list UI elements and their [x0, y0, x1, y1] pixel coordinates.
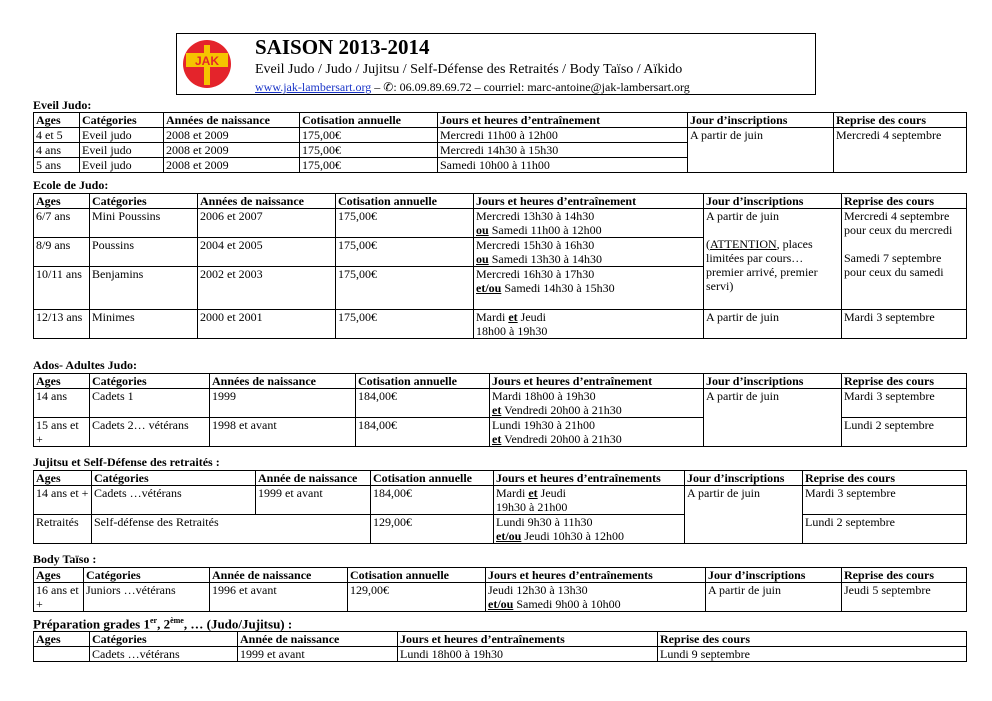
cell-text: Préparation grades 1 [33, 616, 150, 632]
table-ecole [33, 193, 967, 339]
cell-text: Jeudi 10h30 à 12h00 [521, 529, 624, 543]
table-row [34, 647, 967, 662]
cell-text: Eveil judo [80, 158, 164, 173]
table-header-row [34, 194, 967, 209]
cell-text: Cadets …vétérans [90, 647, 238, 662]
cell-text: 2008 et 2009 [164, 158, 300, 173]
cell-text: A partir de juin [685, 486, 803, 544]
cell-text: 129,00€ [348, 583, 486, 612]
table-jujitsu [33, 470, 967, 544]
cell-text: Retraités [34, 515, 92, 544]
table-grades [33, 631, 967, 662]
cell-text: Benjamins [90, 267, 198, 310]
cell-text: Lundi 19h30 à 21h00 [492, 418, 595, 432]
cell-text: Jour d’inscriptions [685, 471, 803, 486]
cell-text: Mercredi 14h30 à 15h30 [438, 143, 688, 158]
cell-text: 15 ans et + [34, 418, 90, 447]
table-row [34, 128, 967, 143]
cell-text: 175,00€ [336, 310, 474, 339]
jak-logo [182, 39, 232, 89]
contact-line [255, 80, 690, 95]
table-ados [33, 373, 967, 447]
cell-text: Reprise des cours [803, 471, 967, 486]
cell-text: Ages [34, 113, 80, 128]
cell-text: Jeudi [537, 486, 566, 500]
cell-text: Catégories [92, 471, 256, 486]
table-row [34, 389, 967, 418]
section-jujitsu-title: Jujitsu et Self-Défense des retraités : [33, 455, 220, 469]
cell-text: Lundi 18h00 à 19h30 [398, 647, 658, 662]
cell-text: et/ou [496, 529, 522, 543]
cell-text: ou [476, 223, 489, 237]
cell-text: Vendredi 20h00 à 21h30 [501, 432, 622, 446]
cell-text: 12/13 ans [34, 310, 90, 339]
cell-text: Année de naissance [256, 471, 371, 486]
section-ecole-title: Ecole de Judo: [33, 178, 109, 192]
cell-text: et/ou [476, 281, 502, 295]
cell-text: Mercredi 16h30 à 17h30 [476, 267, 595, 281]
cell-text: 2000 et 2001 [198, 310, 336, 339]
cell-text: et [492, 432, 502, 446]
cell-text: Ages [34, 374, 90, 389]
cell-text: Lundi 2 septembre [842, 418, 967, 447]
cell-text: Jours et heures d’entraînement [490, 374, 704, 389]
cell-text: 4 et 5 [34, 128, 80, 143]
cell-text: , places limitées par cours…premier arrivé, premier servi) [706, 237, 818, 293]
cell-text: Catégories [84, 568, 210, 583]
cell-text: Jour d’inscriptions [706, 568, 842, 583]
cell-text: Jeudi 12h30 à 13h30 [488, 583, 588, 597]
cell-text: Catégories [90, 374, 210, 389]
cell-text: Mercredi 4 septembre [834, 128, 967, 173]
cell-text: Samedi 11h00 à 12h00 [488, 223, 602, 237]
section-taiso-title: Body Taïso : [33, 552, 97, 566]
cell-text: Mardi 3 septembre [803, 486, 967, 515]
cell-text: Jour d’inscriptions [688, 113, 834, 128]
table-header-row [34, 113, 967, 128]
table-row [34, 209, 967, 238]
cell-text: 2006 et 2007 [198, 209, 336, 238]
cell-text: Années de naissance [164, 113, 300, 128]
cell-text: Jour d’inscriptions [704, 374, 842, 389]
section-ados-title: Ados- Adultes Judo: [33, 358, 138, 372]
cell-text: Jeudi [517, 310, 546, 324]
cell-text: Jeudi 5 septembre [842, 583, 967, 612]
cell-text: Vendredi 20h00 à 21h30 [501, 403, 622, 417]
cell-text: Jours et heures d’entraînements [486, 568, 706, 583]
cell-text: 18h00 à 19h30 [476, 324, 548, 338]
cell-text: 10/11 ans [34, 267, 90, 310]
cell-text: Cotisation annuelle [371, 471, 494, 486]
cell-text: Mardi 3 septembre [842, 389, 967, 418]
cell-text: Lundi 2 septembre [803, 515, 967, 544]
cell-text: 1999 [210, 389, 356, 418]
cell-text: A partir de juin [704, 389, 842, 447]
cell-text: Mercredi 13h30 à 14h30 [476, 209, 595, 223]
cell-text: 5 ans [34, 158, 80, 173]
cell-text: ATTENTION [710, 237, 777, 251]
cell-text: Reprise des cours [842, 194, 967, 209]
cell-text: er [149, 616, 158, 625]
cell-text: 16 ans et + [34, 583, 84, 612]
cell-text: Ages [34, 194, 90, 209]
cell-text: 184,00€ [356, 418, 490, 447]
table-header-row [34, 632, 967, 647]
contact-details: – ✆: 06.09.89.69.72 – courriel: marc-antoine@jak-lambersart.org [371, 80, 690, 94]
cell-text: 2008 et 2009 [164, 128, 300, 143]
cell-text: Samedi 13h30 à 14h30 [488, 252, 603, 266]
cell-text: 175,00€ [300, 158, 438, 173]
cell-text: 2008 et 2009 [164, 143, 300, 158]
cell-text: Ages [34, 632, 90, 647]
cell-text: Samedi 10h00 à 11h00 [438, 158, 688, 173]
cell-text: Année de naissance [210, 568, 348, 583]
cell-text: et [492, 403, 502, 417]
cell-text: 2004 et 2005 [198, 238, 336, 267]
cell-text: Catégories [90, 194, 198, 209]
cell-text: Reprise des cours [834, 113, 967, 128]
cell-text: 184,00€ [371, 486, 494, 515]
section-eveil-title: Eveil Judo: [33, 98, 92, 112]
cell-text: Reprise des cours [842, 374, 967, 389]
cell-text: 175,00€ [300, 143, 438, 158]
cell-text: 14 ans et + [34, 486, 92, 515]
cell-text: A partir de juin [704, 310, 842, 339]
cell-text: Cadets …vétérans [92, 486, 256, 515]
cell-text: Ages [34, 471, 92, 486]
table-row [34, 486, 967, 515]
table-header-row [34, 568, 967, 583]
table-header-row [34, 471, 967, 486]
cell-text: Cotisation annuelle [356, 374, 490, 389]
cell-text: Ages [34, 568, 84, 583]
cell-text: et/ou [488, 597, 514, 611]
page-subtitle: Eveil Judo / Judo / Jujitsu / Self-Défense des Retraités / Body Taïso / Aïkido [255, 62, 683, 77]
cell-text: Mardi [496, 486, 529, 500]
cell-text: Mercredi 11h00 à 12h00 [438, 128, 688, 143]
cell-text: et [508, 310, 518, 324]
cell-text: 175,00€ [300, 128, 438, 143]
cell-text: 175,00€ [336, 267, 474, 310]
table-taiso [33, 567, 967, 612]
cell-text: 1998 et avant [210, 418, 356, 447]
cell-text: 129,00€ [371, 515, 494, 544]
cell-text: 175,00€ [336, 238, 474, 267]
cell-text: Jours et heures d’entraînement [438, 113, 688, 128]
cell-text: Année de naissance [238, 632, 398, 647]
inscription-note: A partir de juin (ATTENTION, places limitées par cours…premier arrivé, premier servi) [704, 209, 842, 310]
cell-text: 1999 et avant [256, 486, 371, 515]
cell-text: Cadets 1 [90, 389, 210, 418]
cell-text: Cotisation annuelle [336, 194, 474, 209]
cell-text: Minimes [90, 310, 198, 339]
cell-text: Lundi 9 septembre [658, 647, 967, 662]
cell-text: 19h30 à 21h00 [496, 500, 568, 514]
cell-text: Samedi 7 septembre pour ceux du samedi [844, 251, 944, 279]
cell-text: Catégories [90, 632, 238, 647]
header-box [176, 33, 816, 95]
cell-text: Reprise des cours [842, 568, 967, 583]
cell-text: Juniors …vétérans [84, 583, 210, 612]
cell-text: Jour d’inscriptions [704, 194, 842, 209]
cell-text: 14 ans [34, 389, 90, 418]
cell-text: 1996 et avant [210, 583, 348, 612]
website-link[interactable]: www.jak-lambersart.org [255, 80, 372, 94]
cell-text: Cotisation annuelle [348, 568, 486, 583]
cell-text: Mardi [476, 310, 509, 324]
cell-text: ou [476, 252, 489, 266]
cell-text: Mardi 3 septembre [842, 310, 967, 339]
cell-text: Reprise des cours [658, 632, 967, 647]
cell-text: Jours et heures d’entraînement [474, 194, 704, 209]
cell-text: Jours et heures d’entraînements [398, 632, 658, 647]
cell-text: 8/9 ans [34, 238, 90, 267]
cell-text: A partir de juin [706, 583, 842, 612]
cell-text: 1999 et avant [238, 647, 398, 662]
svg-text:JAK: JAK [194, 54, 220, 68]
table-header-row [34, 374, 967, 389]
cell-text: Catégories [80, 113, 164, 128]
cell-text: Eveil judo [80, 143, 164, 158]
cell-text: Mini Poussins [90, 209, 198, 238]
cell-text: A partir de juin [688, 128, 834, 173]
cell-text: 184,00€ [356, 389, 490, 418]
cell-text: Mardi 18h00 à 19h30 [492, 389, 596, 403]
cell-text: 2002 et 2003 [198, 267, 336, 310]
cell-text: Lundi 9h30 à 11h30 [496, 515, 593, 529]
cell-text: Années de naissance [198, 194, 336, 209]
cell-text: ème [170, 616, 184, 625]
cell-text: 175,00€ [336, 209, 474, 238]
cell-text: Cadets 2… vétérans [90, 418, 210, 447]
section-grades-title [33, 613, 292, 631]
cell-text: Mercredi 15h30 à 16h30 [476, 238, 595, 252]
cell-text: et [528, 486, 538, 500]
cell-text: , … (Judo/Jujitsu) : [183, 616, 293, 632]
table-row [34, 515, 967, 544]
table-row [34, 310, 967, 339]
table-eveil [33, 112, 967, 173]
cell-text: Mercredi 4 septembre pour ceux du mercredi [844, 209, 953, 237]
cell-text [34, 647, 90, 662]
cell-text: A partir de juin [706, 209, 779, 223]
cell-text: 4 ans [34, 143, 80, 158]
cell-text: Cotisation annuelle [300, 113, 438, 128]
cell-text: 6/7 ans [34, 209, 90, 238]
cell-text: Samedi 9h00 à 10h00 [513, 597, 621, 611]
cell-text: , 2 [157, 616, 171, 632]
cell-text: Eveil judo [80, 128, 164, 143]
cell-text: Poussins [90, 238, 198, 267]
cell-text: Self-défense des Retraités [92, 515, 371, 544]
page-title: SAISON 2013-2014 [255, 35, 430, 59]
table-row [34, 583, 967, 612]
cell-text: Années de naissance [210, 374, 356, 389]
cell-text: Samedi 14h30 à 15h30 [501, 281, 615, 295]
cell-text: Jours et heures d’entraînements [494, 471, 685, 486]
